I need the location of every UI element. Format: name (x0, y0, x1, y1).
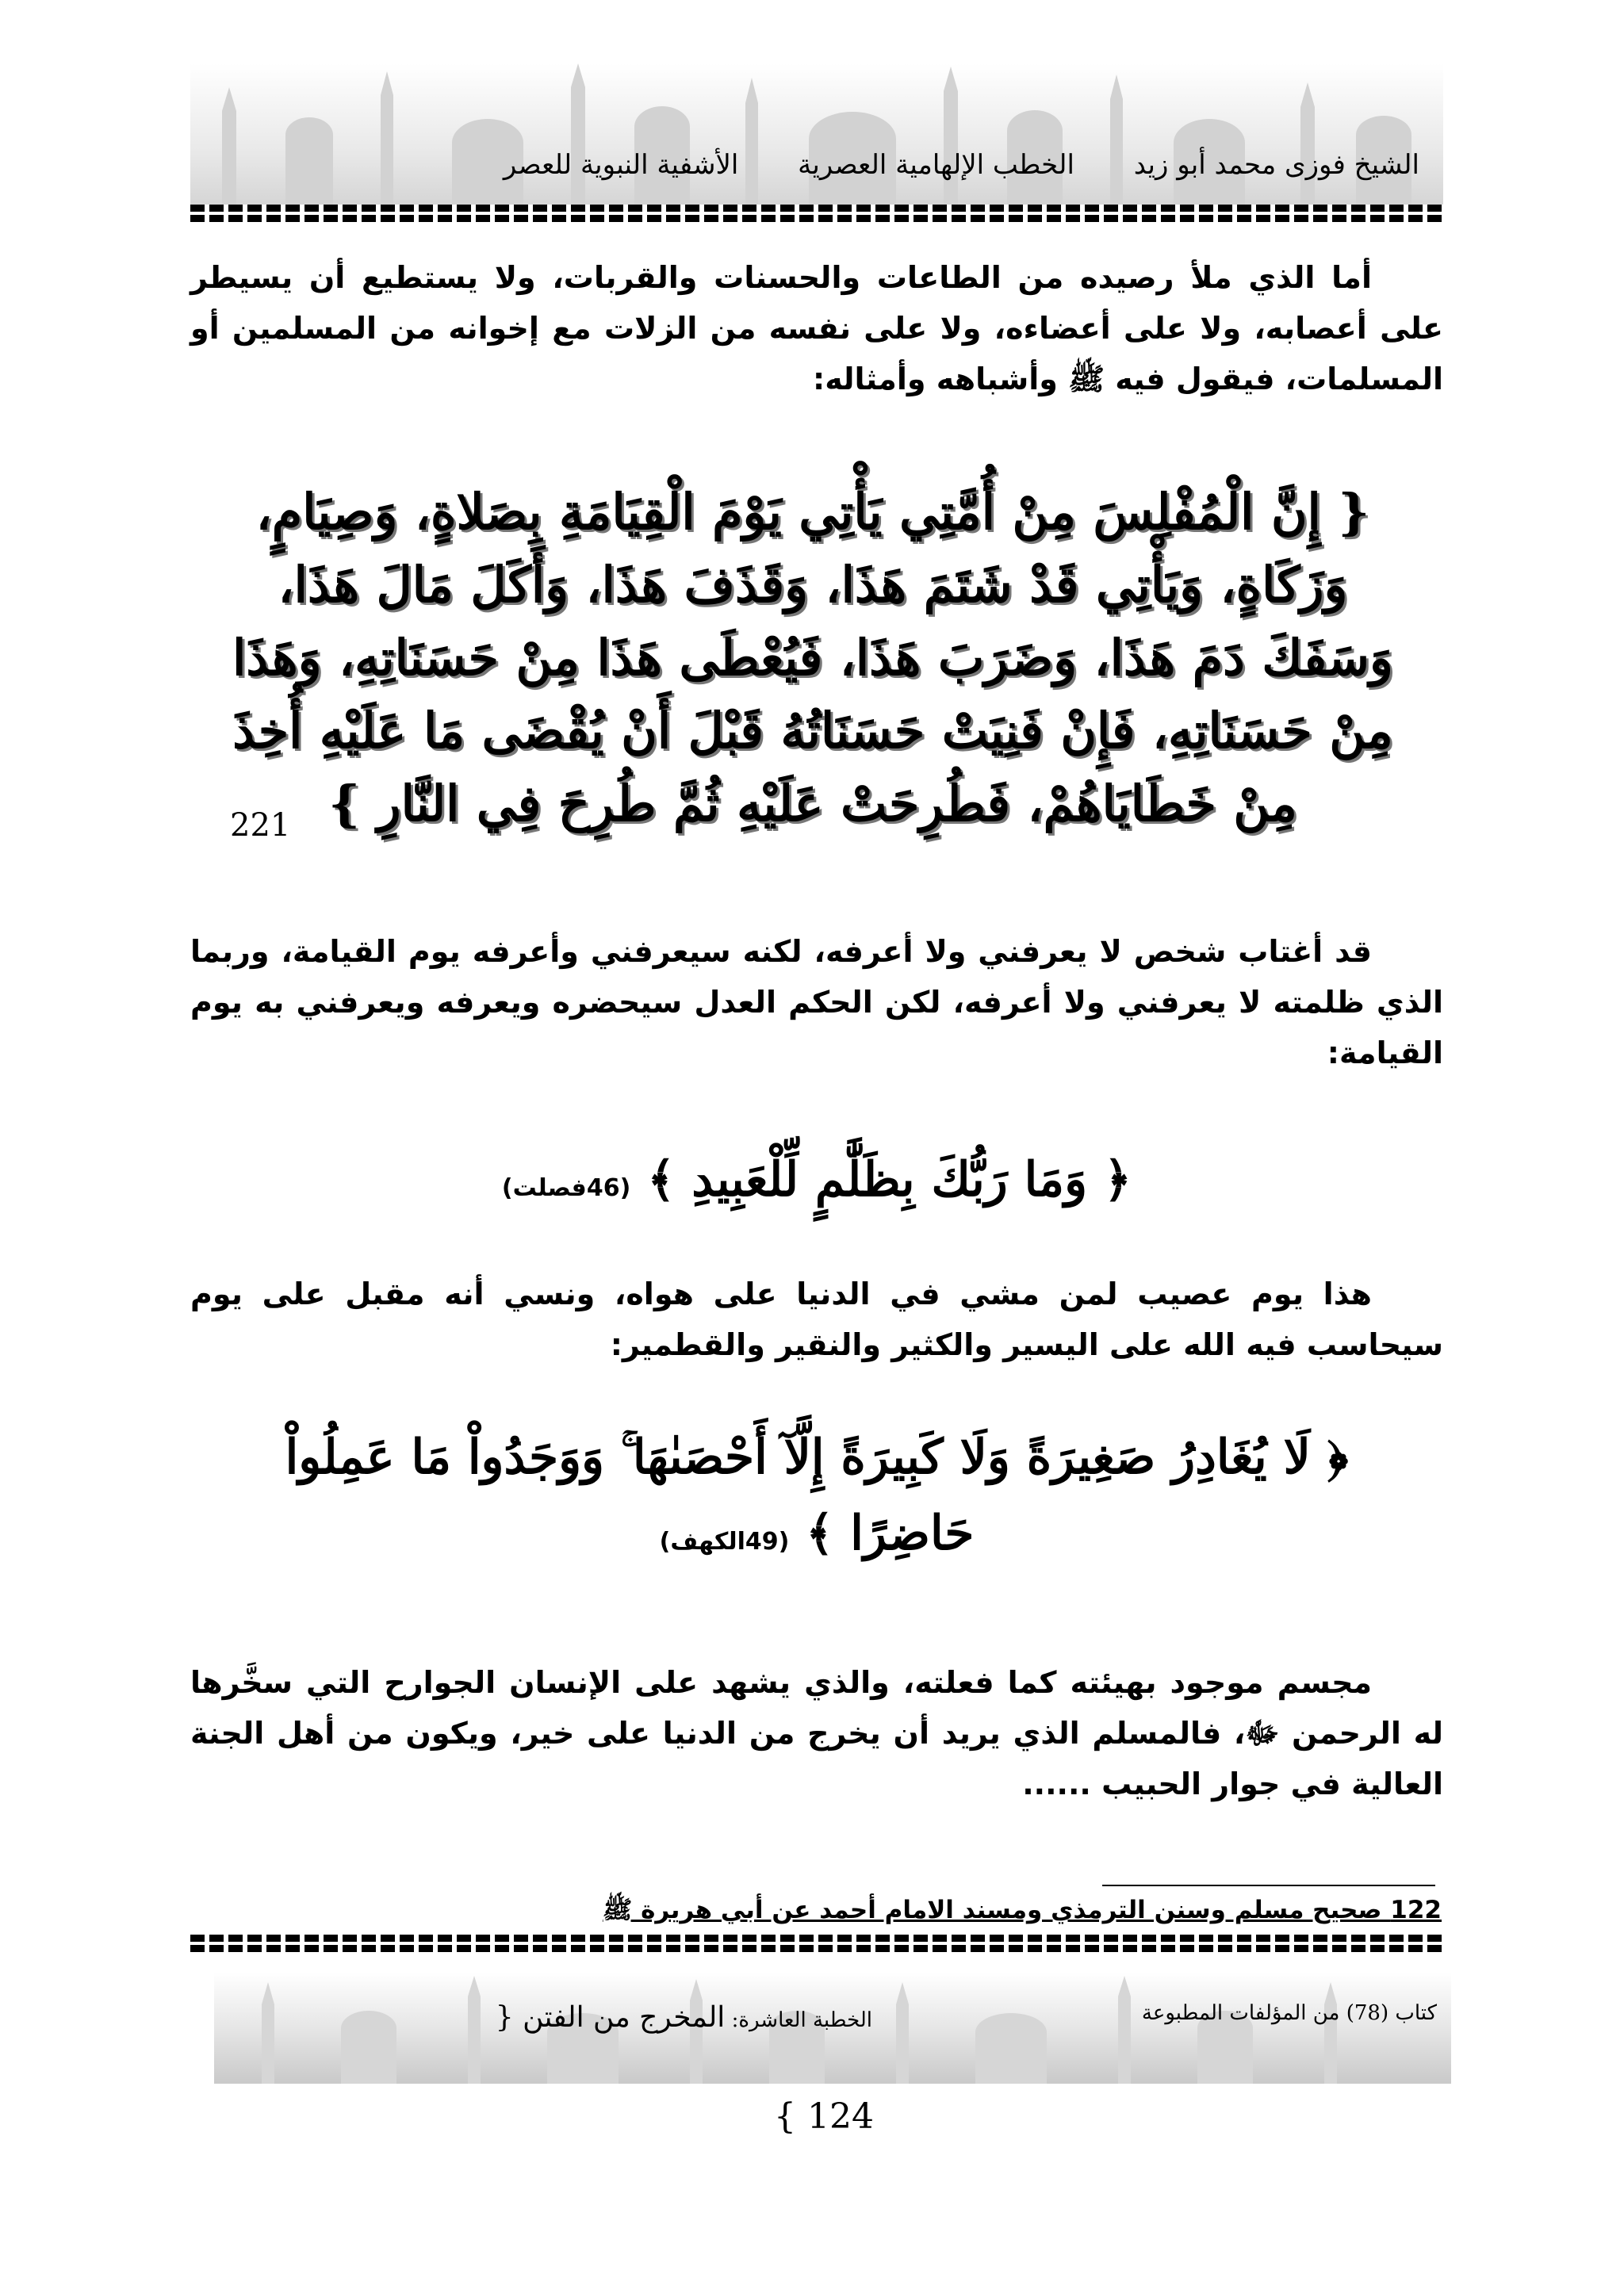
verse-reference: (46فصلت) (501, 1174, 631, 1202)
quran-verse-kahf (190, 1419, 1443, 1580)
footer-sermon-label: الخطبة العاشرة: (731, 2008, 872, 2032)
page-number: { 124 (774, 2096, 874, 2137)
paragraph-intro: أما الذي ملأ رصيده من الطاعات والحسنات والقربات، ولا يستطيع أن يسيطر على أعصابه، ولا على أعضاءه، ولا على نفسه من الزلات مع إخوانه من المسلمين أو المسلمات، فيقول فيه ﷺ وأشباهه وأمثاله: (190, 260, 1443, 396)
footnote-text: 122 صحيح مسلم وسنن الترمذي ومسند الامام أحمد عن أبي هريرة ﷺ (602, 1896, 1442, 1924)
mosque-skyline-decoration (190, 63, 1443, 222)
header-series: الخطب الإلهامية العصرية (798, 149, 1074, 181)
paragraph-reckoning: هذا يوم عصيب لمن مشي في الدنيا على هواه، ونسي أنه مقبل على يوم سيحاسب فيه الله على اليسير والكثير والنقير والقطمير: (190, 1277, 1443, 1362)
verse-reference: (49الكهف) (659, 1528, 790, 1556)
hadith-line: وَسَفَكَ دَمَ هَذَا، وَضَرَبَ هَذَا، فَيُعْطَى هَذَا مِنْ حَسَنَاتِهِ، وَهَذَا (232, 629, 1393, 687)
hadith-line: مِنْ حَسَنَاتِهِ، فَإِنْ فَنِيَتْ حَسَنَاتُهُ قَبْلَ أَنْ يُقْضَى مَا عَلَيْهِ أُخِذَ (232, 702, 1393, 760)
footnote-separator (1102, 1885, 1435, 1886)
header-running-title (453, 149, 1419, 181)
verse-line: حَاضِرًا ﴾ (806, 1506, 975, 1561)
hadith-line: وَزَكَاةٍ، وَيَأْتِي قَدْ شَتَمَ هَذَا، وَقَذَفَ هَذَا، وَأَكَلَ مَالَ هَذَا، (278, 556, 1348, 614)
paragraph-backbiting: قد أغتاب شخص لا يعرفني ولا أعرفه، لكنه سيعرفني وأعرفه يوم القيامة، وربما الذي ظلمته لا يعرفني ولا أعرفه، لكن الحكم العدل سيحضره ويعرفه ويعرفني به يوم القيامة: (190, 934, 1443, 1070)
paragraph-witnesses: مجسم موجود بهيئته كما فعلته، والذي يشهد على الإنسان الجوارح التي سخَّرها له الرحمن ﷻ، فالمسلم الذي يريد أن يخرج من الدنيا على خير، ويكون من أهل الجنة العالية في جوار الحبيب ...... (190, 1665, 1443, 1801)
footnote-marker: 221 (230, 807, 291, 844)
verse-text: ﴿ وَمَا رَبُّكَ بِظَلَّٰمٍ لِّلْعَبِيدِ ﴾ (647, 1152, 1132, 1208)
quran-verse-fussilat (190, 1142, 1443, 1227)
page-header (190, 63, 1443, 222)
header-volume: الأشفية النبوية للعصر (503, 149, 739, 181)
footer-sermon-info (496, 2001, 872, 2034)
footer-book-info: كتاب (78) من المؤلفات المطبوعة (1141, 2001, 1437, 2025)
verse-line: ﴿ لَا يُغَادِرُ صَغِيرَةً وَلَا كَبِيرَةً إِلَّآ أَحْصَىٰهَا ۚ وَوَجَدُواْ مَا عَمِلُواْ (285, 1430, 1349, 1485)
hadith-line: مِنْ خَطَايَاهُمْ، فَطُرِحَتْ عَلَيْهِ ثُمَّ طُرِحَ فِي النَّارِ } (328, 775, 1297, 833)
hadith-line: { إِنَّ الْمُفْلِسَ مِنْ أُمَّتِي يَأْتِي يَوْمَ الْقِيَامَةِ بِصَلاةٍ، وَصِيَامٍ، (255, 483, 1370, 541)
footer-divider (190, 1935, 1443, 1952)
page-footer (214, 1973, 1451, 2084)
footer-sermon-title: المخرج من الفتن { (495, 2001, 726, 2034)
hadith-block (174, 476, 1451, 840)
header-divider (190, 205, 1443, 222)
header-author: الشيخ فوزى محمد أبو زيد (1133, 149, 1419, 181)
